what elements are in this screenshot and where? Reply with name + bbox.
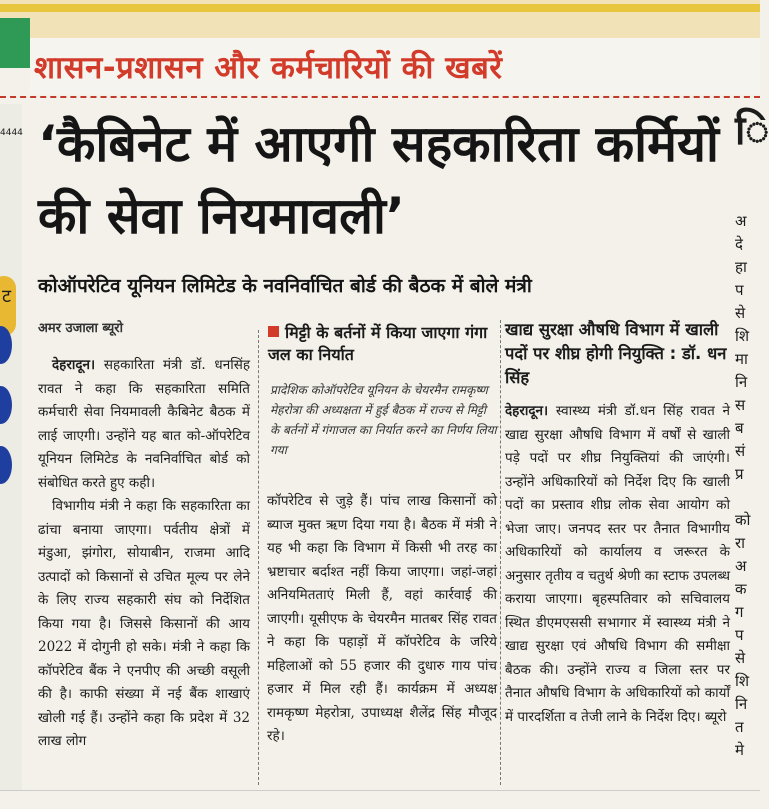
edge-glyph: ट [2,286,12,307]
dateline: देहरादून। [505,403,549,419]
adjacent-column-right [735,100,769,808]
dateline: देहरादून। [52,357,96,373]
headline: ‘कैबिनेट में आएगी सहकारिता कर्मियों की सेवा नियमावली’ [38,115,719,245]
article-column-1 [38,354,250,754]
edge-circle [0,446,12,484]
green-corner [0,18,30,68]
article-column-3 [505,400,730,729]
bottom-edge [0,790,760,809]
yellow-rule [0,4,760,12]
edge-glyph: ि [735,107,769,154]
paragraph: स्वास्थ्य मंत्री डॉ.धन सिंह रावत ने खाद्य सुरक्षा औषधि विभाग में वर्षों से खाली पड़े पदों पर शीघ्र नियुक्तियां की जाएंगी। उन्होंने अधिकारियों को निर्देश दिए कि खाली पदों का प्रस्ताव शीघ्र लोक सेवा आयोग को भेजा जाए। जनपद स्तर पर तैनात विभागीय अधिकारियों को कार्यालय व जरूरत के अनुसार तृतीय व चतुर्थ श्रेणी का स्टाफ उपलब्ध कराया जाएगा। बृहस्पतिवार को सचिवालय स्थित डीएमएससी सभागार में स्वास्थ्य मंत्री ने खाद्य सुरक्षा एवं औषधि विभाग की समीक्षा बैठक की। उन्होंने राज्य व जिला स्तर पर तैनात औषधि विभाग के अधिकारियों को कार्यों में पारदर्शिता व तेजी लाने के निर्देश दिए। [505,403,731,725]
top-color-strip [0,0,760,40]
paragraph: कॉपरेटिव से जुड़े हैं। पांच लाख किसानों को ब्याज मुक्त ऋण दिया गया है। बैठक में मंत्री ने यह भी कहा कि विभाग में किसी भी तरह का भ्रष्टाचार बर्दाश्त नहीं किया जाएगा। जहां-जहां अनियमितताएं मिली हैं, वहां कार्रवाई की जाएगी। यूसीएफ के चेयरमैन मातबर सिंह रावत ने कहा कि पहाड़ों में कॉपरेटिव के जरिये महिलाओं को 55 हजार की दुधारु गाय पांच हजार में मिल रही हैं। कार्यक्रम में अध्यक्ष रामकृष्ण मेहरोत्रा, उपाध्यक्ष शैलेंद्र सिंह मौजूद रहे। [267,493,497,744]
edge-number: 4444 [0,128,23,138]
story-title: खाद्य सुरक्षा औषधि विभाग में खाली पदों पर शीघ्र होगी नियुक्ति : डॉ. धन सिंह [505,320,727,387]
paragraph: सहकारिता मंत्री डॉ. धनसिंह रावत ने कहा कि सहकारिता समिति कर्मचारी सेवा नियमावली कैबिनेट बैठक में लाई जाएगी। उन्होंने यह बात को-ऑपरेटिव यूनियन लिमिटेड के नवनिर्वाचित बोर्ड को संबोधित करते हुए कही। [38,357,250,491]
column-divider [500,320,501,785]
edge-circle [0,386,12,424]
adjacent-column-left [0,104,22,808]
signoff: ब्यूरो [704,708,727,725]
red-square-icon [268,326,279,337]
section-divider [0,96,760,98]
edge-text: अ दे हा प से शि मा नि स ब सं प्र को रा अ क ग प से शि नि त मे [735,212,751,759]
column-divider [258,330,259,785]
inset-box-summary: प्रादेशिक कोऑपरेटिव यूनियन के चेयरमैन रामकृष्ण मेहरोत्रा की अध्यक्षता में हुई बैठक में राज्य से मिट्टी के बर्तनों में गंगाजल का निर्यात करने का निर्णय लिया गया [270,383,497,457]
subheadline: कोऑपरेटिव यूनियन लिमिटेड के नवनिर्वाचित बोर्ड की बैठक में बोले मंत्री [38,275,532,297]
byline: अमर उजाला ब्यूरो [38,321,123,336]
article-column-2 [267,490,497,749]
section-title: शासन-प्रशासन और कर्मचारियों की खबरें [34,50,503,86]
inset-box-title [268,322,500,366]
paragraph: विभागीय मंत्री ने कहा कि सहकारिता का ढांचा बनाया जाएगा। पर्वतीय क्षेत्रों में मंडुआ, झंगोरा, सोयाबीन, राजमा आदि उत्पादों को किसानों से उचित मूल्य पर लेने के लिए राज्य सहकारी संघ को निर्देशित किया गया है। जिससे किसानों की आय 2022 में दोगुनी हो सके। मंत्री ने कहा कि कॉपरेटिव बैंक ने एनपीए की अच्छी वसूली की है। काफी संख्या में नई बैंक शाखाएं खोली गई हैं। उन्होंने कहा कि प्रदेश में 32 लाख लोग [38,498,250,749]
inset-title-text: मिट्टी के बर्तनों में किया जाएगा गंगा जल का निर्यात [268,323,488,364]
